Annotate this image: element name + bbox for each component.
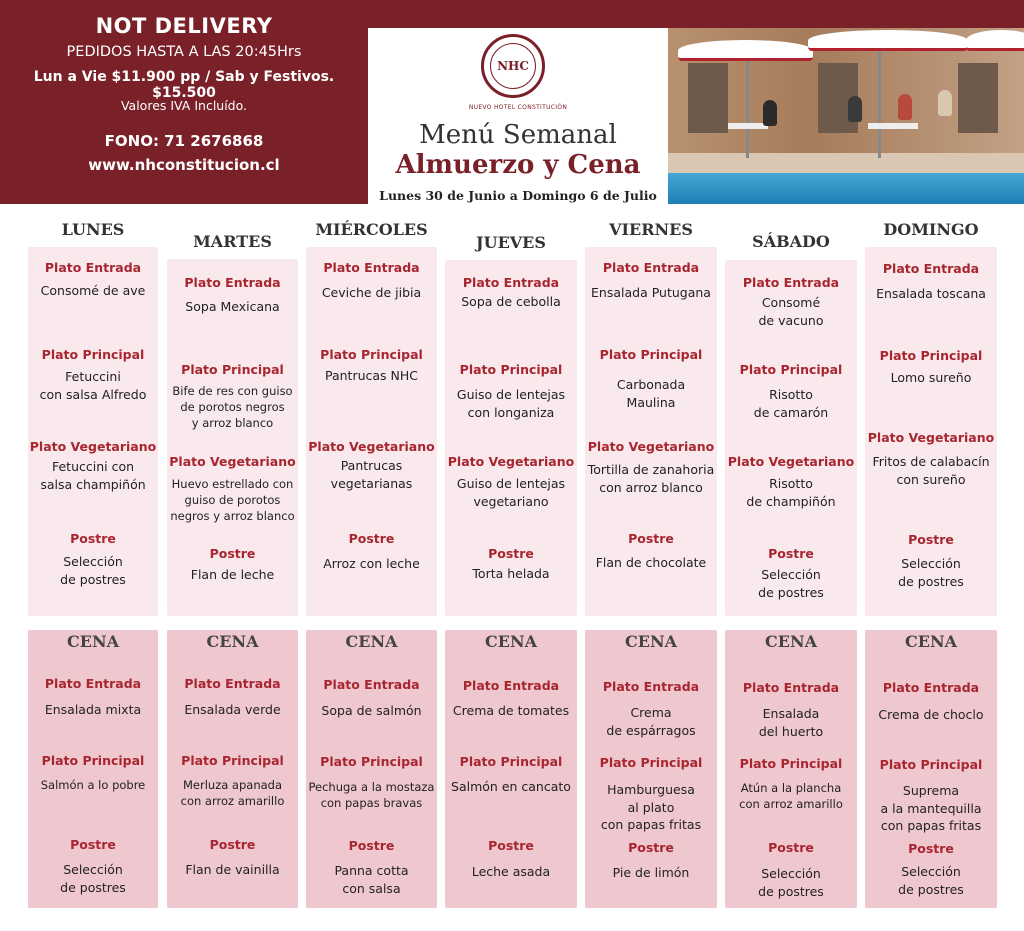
course-label: Plato Principal — [320, 347, 423, 362]
dinner-title: CENA — [345, 632, 398, 651]
dish-name: Guiso de lentejas con longaniza — [456, 387, 566, 420]
course-label: Postre — [488, 838, 534, 853]
dish-name: Flan de leche — [190, 567, 275, 582]
course-label: Plato Entrada — [323, 677, 420, 692]
dish-name: Ensalada del huerto — [758, 706, 824, 739]
dish-name: Salmón en cancato — [451, 779, 571, 794]
phone-number: FONO: 71 2676868 — [104, 132, 264, 150]
dish-name: Selección de postres — [898, 864, 964, 897]
course-label: Plato Entrada — [742, 680, 840, 695]
course-label: Plato Principal — [320, 754, 423, 769]
course-label: Plato Vegetariano — [29, 439, 157, 454]
course-label: Postre — [348, 838, 395, 853]
course-label: Plato Entrada — [44, 260, 142, 275]
dish-name: Crema de espárragos — [606, 705, 696, 738]
course-label: Postre — [70, 531, 116, 546]
dinner-title: CENA — [206, 632, 259, 651]
dinner-card — [585, 630, 717, 908]
dish-name: Sopa Mexicana — [185, 299, 280, 314]
dinner-title: CENA — [67, 632, 119, 651]
course-label: Postre — [628, 840, 674, 855]
course-label: Plato Principal — [879, 757, 983, 772]
top-strip — [368, 0, 1024, 28]
dish-name: Atún a la plancha con arroz amarillo — [739, 781, 843, 811]
dish-name: Ensalada Putugana — [591, 285, 711, 300]
dish-name: Hamburguesa al plato con papas fritas — [600, 782, 702, 832]
menu-title: Menú Semanal — [419, 120, 617, 150]
terrace-photo — [668, 28, 1024, 204]
course-label: Postre — [908, 841, 954, 856]
dish-name: Suprema a la mantequilla con papas fritas — [880, 783, 982, 833]
dinner-card — [28, 630, 158, 908]
dish-name: Carbonada Maulina — [616, 377, 686, 410]
dish-name: Lomo sureño — [890, 370, 972, 385]
dish-name: Selección de postres — [758, 567, 824, 600]
course-label: Plato Vegetariano — [308, 439, 435, 454]
dinner-card — [167, 630, 298, 908]
course-label: Postre — [768, 840, 814, 855]
course-label: Postre — [488, 546, 534, 561]
dish-name: Torta helada — [472, 566, 550, 581]
lunch-card — [865, 247, 997, 616]
lunch-card — [306, 247, 437, 616]
not-delivery-notice: NOT DELIVERY — [95, 14, 273, 38]
dish-name: Risotto de champiñón — [746, 476, 836, 509]
dish-name: Huevo estrellado con guiso de porotos negros y arroz blanco — [170, 477, 295, 523]
dish-name: Consomé de vacuno — [758, 295, 824, 328]
course-label: Plato Entrada — [184, 676, 281, 691]
course-label: Plato Principal — [181, 362, 284, 377]
course-label: Plato Entrada — [323, 260, 420, 275]
day-title-3: JUEVES — [476, 233, 546, 252]
course-label: Plato Entrada — [44, 676, 142, 691]
menu-subtitle: Almuerzo y Cena — [395, 150, 641, 180]
dish-name: Sopa de cebolla — [461, 294, 561, 309]
course-label: Plato Vegetariano — [867, 430, 995, 445]
dish-name: Flan de vainilla — [185, 862, 280, 877]
dish-name: Fritos de calabacín con sureño — [872, 454, 990, 487]
course-label: Plato Principal — [879, 348, 983, 363]
course-label: Postre — [348, 531, 395, 546]
dinner-card — [306, 630, 437, 908]
tax-note: Valores IVA Incluído. — [120, 98, 248, 113]
course-label: Plato Entrada — [462, 678, 560, 693]
day-title-0: LUNES — [61, 220, 125, 239]
menu-header — [368, 28, 668, 204]
course-label: Postre — [70, 837, 116, 852]
day-title-2: MIÉRCOLES — [315, 220, 428, 239]
course-label: Plato Entrada — [602, 679, 700, 694]
logo-initials: NHC — [490, 43, 536, 89]
lunch-card — [28, 247, 158, 616]
menu-dates: Lunes 30 de Junio a Domingo 6 de Julio — [379, 188, 657, 203]
dish-name: Arroz con leche — [323, 556, 420, 571]
order-deadline: PEDIDOS HASTA A LAS 20:45Hrs — [66, 44, 302, 60]
course-label: Plato Principal — [181, 753, 284, 768]
lunch-card — [445, 260, 577, 616]
dish-name: Panna cotta con salsa — [334, 863, 409, 896]
dish-name: Pechuga a la mostaza con papas bravas — [308, 780, 435, 810]
dish-name: Flan de chocolate — [595, 555, 707, 570]
dinner-card — [725, 630, 857, 908]
course-label: Plato Entrada — [882, 680, 980, 695]
dish-name: Tortilla de zanahoria con arroz blanco — [587, 462, 715, 495]
dish-name: Leche asada — [471, 864, 551, 879]
dish-name: Crema de tomates — [452, 703, 570, 718]
day-title-1: MARTES — [193, 232, 272, 251]
dinner-title: CENA — [765, 632, 817, 651]
course-label: Plato Vegetariano — [447, 454, 575, 469]
dish-name: Ensalada mixta — [44, 702, 142, 717]
course-label: Plato Entrada — [602, 260, 700, 275]
dinner-title: CENA — [905, 632, 957, 651]
course-label: Plato Principal — [459, 362, 563, 377]
course-label: Plato Entrada — [184, 275, 281, 290]
dish-name: Consomé de ave — [40, 283, 146, 298]
course-label: Plato Principal — [41, 347, 145, 362]
dish-name: Ensalada verde — [184, 702, 281, 717]
course-label: Plato Principal — [599, 755, 703, 770]
course-label: Plato Entrada — [742, 275, 840, 290]
lunch-card — [585, 247, 717, 616]
dinner-card — [445, 630, 577, 908]
course-label: Plato Vegetariano — [587, 439, 715, 454]
website-link[interactable]: www.nhconstitucion.cl — [88, 156, 280, 174]
course-label: Plato Principal — [459, 754, 563, 769]
dish-name: Ensalada toscana — [876, 286, 986, 301]
dish-name: Guiso de lentejas vegetariano — [456, 476, 566, 509]
dish-name: Salmón a lo pobre — [40, 778, 146, 792]
day-title-4: VIERNES — [609, 220, 693, 239]
dish-name: Bife de res con guiso de porotos negros y arroz blanco — [172, 384, 293, 430]
dish-name: Selección de postres — [758, 866, 824, 899]
lunch-card — [167, 259, 298, 616]
dish-name: Merluza apanada con arroz amarillo — [180, 778, 285, 808]
dinner-card — [865, 630, 997, 908]
course-label: Plato Principal — [41, 753, 145, 768]
dish-name: Pie de limón — [612, 865, 690, 880]
course-label: Postre — [209, 546, 256, 561]
course-label: Plato Principal — [739, 756, 843, 771]
day-title-6: DOMINGO — [883, 220, 979, 239]
info-banner — [0, 0, 368, 204]
dish-name: Pantrucas vegetarianas — [330, 458, 413, 491]
course-label: Plato Principal — [599, 347, 703, 362]
course-label: Plato Entrada — [462, 275, 560, 290]
lunch-card — [725, 260, 857, 616]
logo-caption: NUEVO HOTEL CONSTITUCIÓN — [468, 104, 568, 111]
dish-name: Crema de choclo — [878, 707, 984, 722]
course-label: Postre — [209, 837, 256, 852]
course-label: Plato Principal — [739, 362, 843, 377]
course-label: Postre — [908, 532, 954, 547]
course-label: Plato Vegetariano — [169, 454, 296, 469]
course-label: Plato Entrada — [882, 261, 980, 276]
dish-name: Fetuccini con salsa Alfredo — [39, 369, 147, 402]
dish-name: Ceviche de jibia — [321, 285, 422, 300]
dinner-title: CENA — [485, 632, 537, 651]
course-label: Postre — [628, 531, 674, 546]
dinner-title: CENA — [625, 632, 677, 651]
dish-name: Selección de postres — [898, 556, 964, 589]
dish-name: Selección de postres — [60, 554, 126, 587]
day-title-5: SÁBADO — [752, 232, 830, 251]
hotel-logo-icon — [481, 34, 545, 98]
course-label: Plato Vegetariano — [727, 454, 855, 469]
course-label: Postre — [768, 546, 814, 561]
dish-name: Fetuccini con salsa champiñón — [40, 459, 146, 492]
dish-name: Pantrucas NHC — [324, 368, 419, 383]
dish-name: Selección de postres — [60, 862, 126, 895]
price-info: Lun a Vie $11.900 pp / Sab y Festivos. $15.500 — [33, 69, 335, 101]
dish-name: Risotto de camarón — [753, 387, 829, 420]
dish-name: Sopa de salmón — [321, 703, 422, 718]
